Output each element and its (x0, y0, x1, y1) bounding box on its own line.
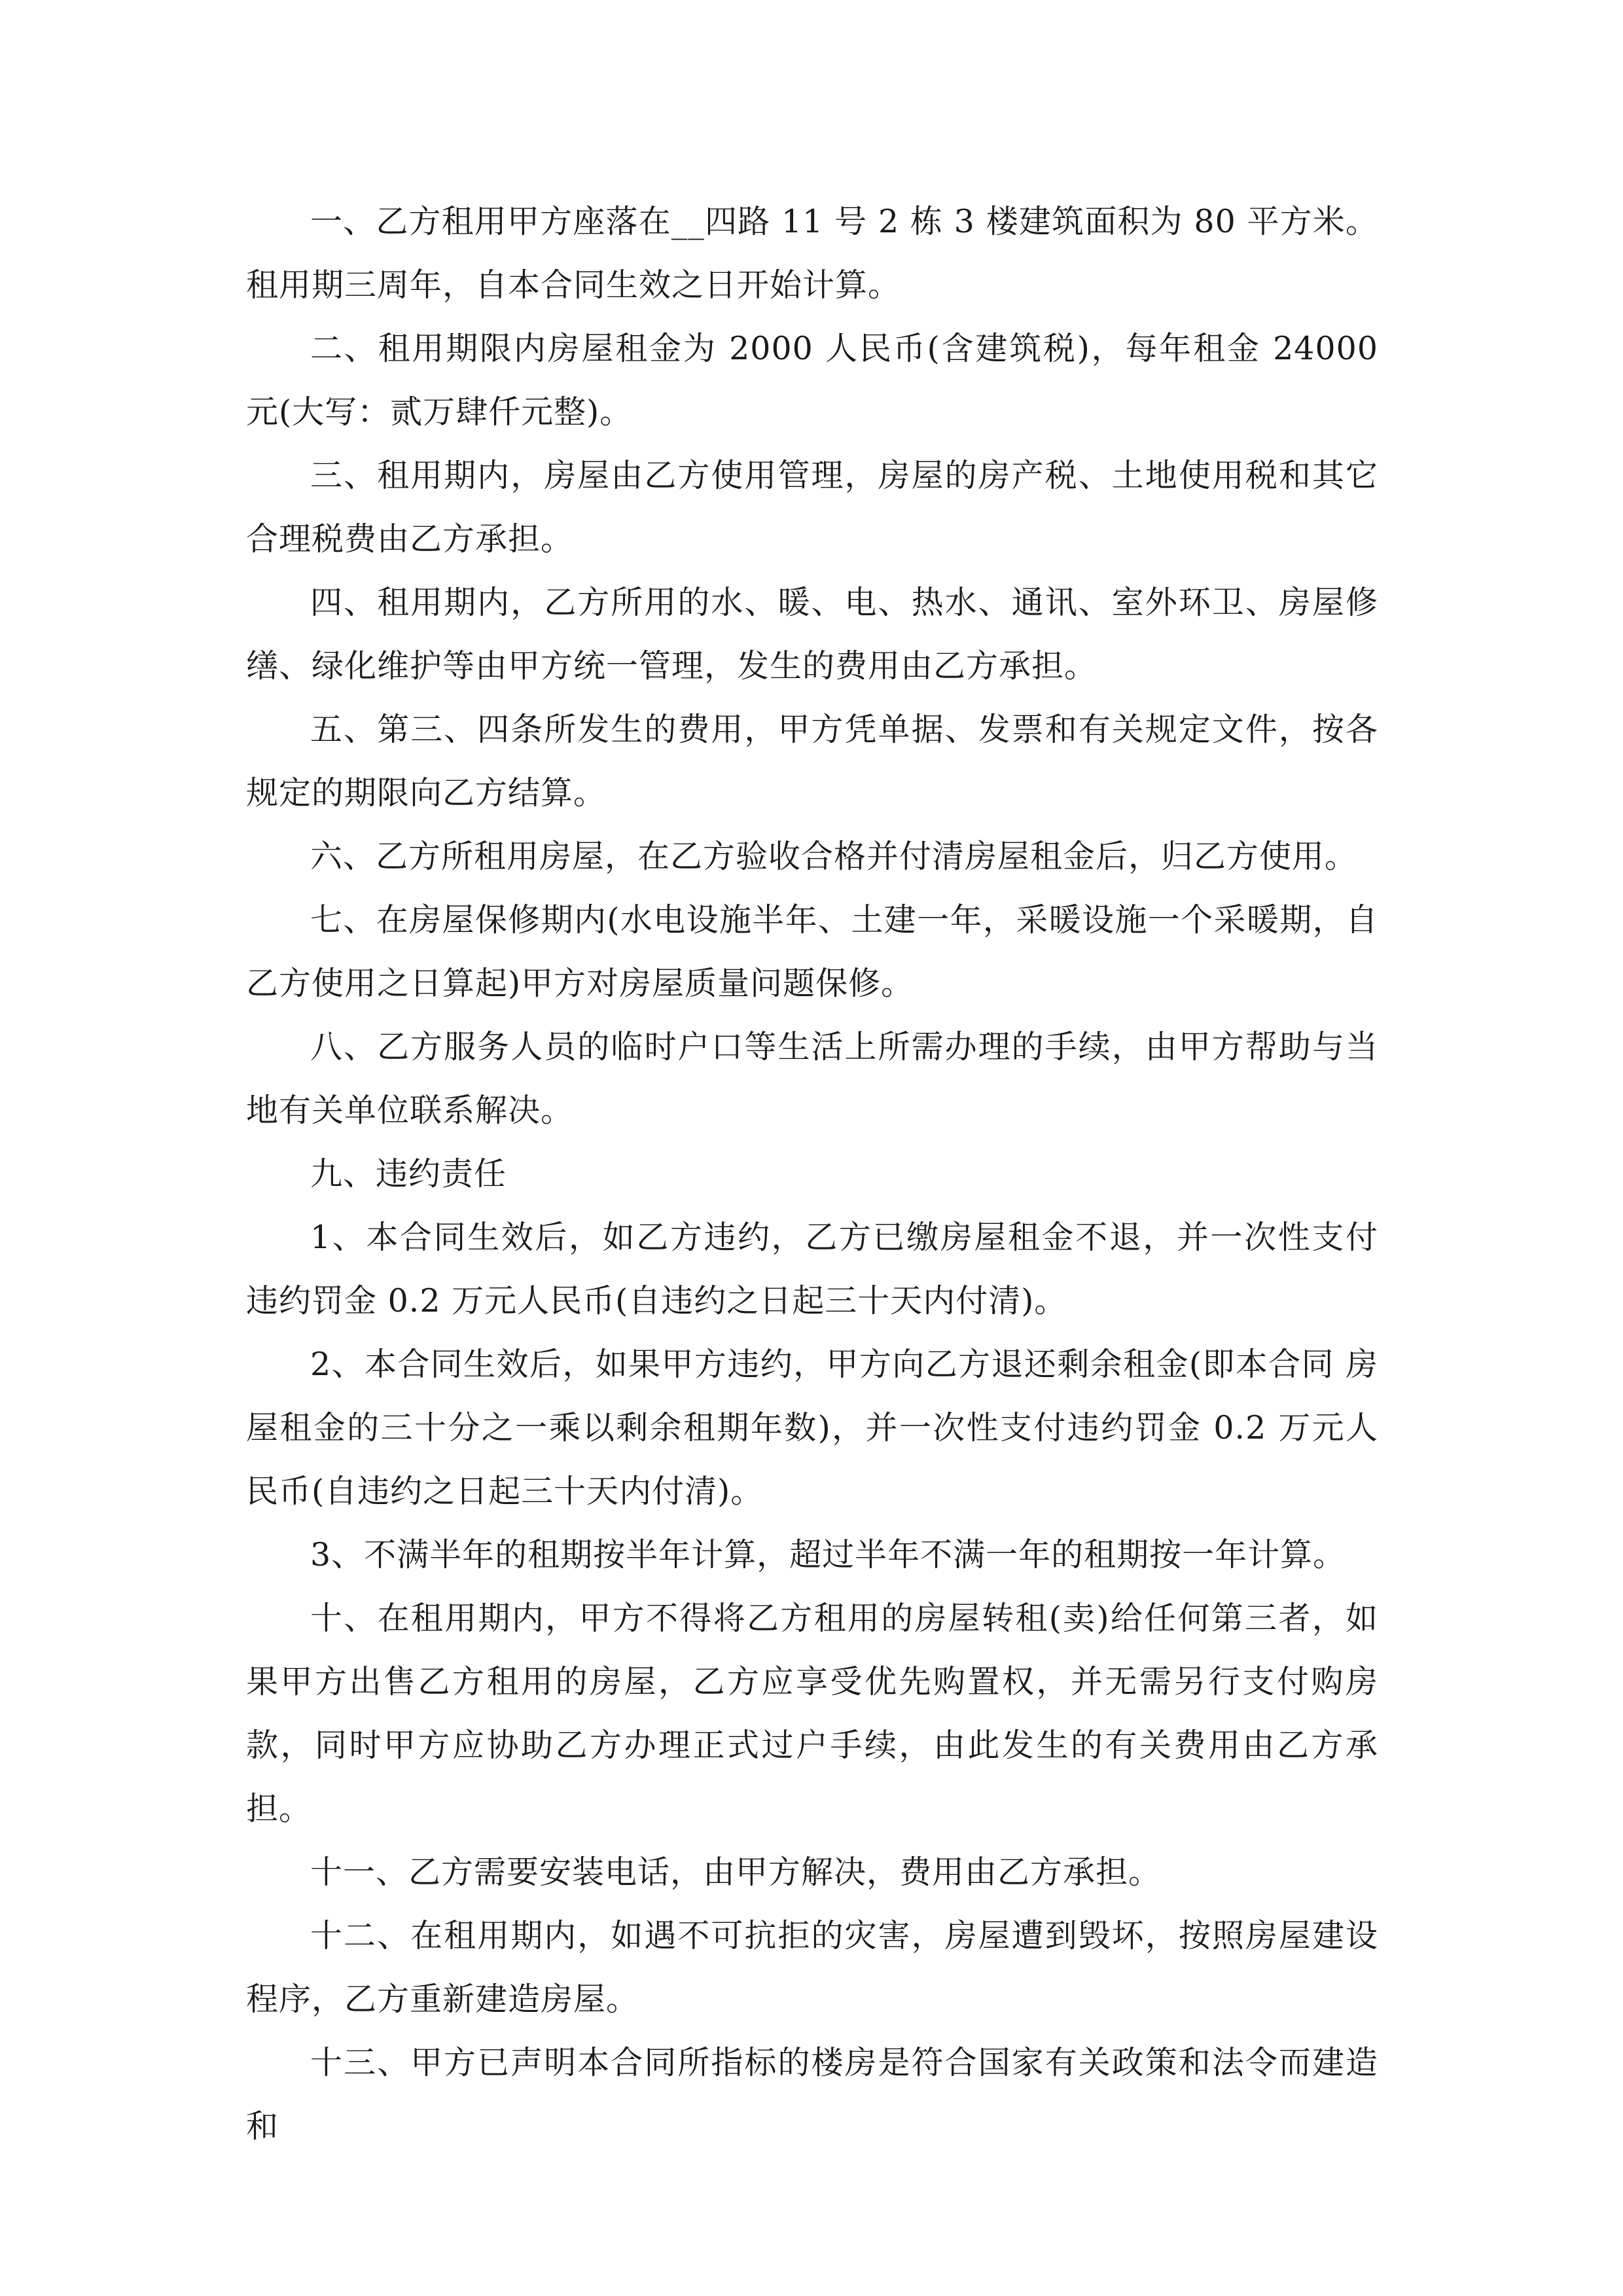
clause-7-paragraph: 七、在房屋保修期内(水电设施半年、土建一年，采暖设施一个采暖期，自乙方使用之日算起)甲方对房屋质量问题保修。 (246, 901, 1378, 1002)
clause-2-paragraph: 二、租用期限内房屋租金为 2000 人民币(含建筑税)，每年租金 24000 元(大写：贰万肆仟元整)。 (246, 330, 1378, 431)
clause-9-item-1: 1、本合同生效后，如乙方违约，乙方已缴房屋租金不退，并一次性支付违约罚金 0.2 万元人民币(自违约之日起三十天内付清)。 (246, 1219, 1378, 1319)
clause-8-paragraph: 八、乙方服务人员的临时户口等生活上所需办理的手续，由甲方帮助与当地有关单位联系解决。 (246, 1028, 1378, 1129)
clause-3-paragraph: 三、租用期内，房屋由乙方使用管理，房屋的房产税、土地使用税和其它合理税费由乙方承担。 (246, 457, 1378, 558)
clause-13-paragraph: 十三、甲方已声明本合同所指标的楼房是符合国家有关政策和法令而建造和 (246, 2044, 1378, 2145)
clause-5-paragraph: 五、第三、四条所发生的费用，甲方凭单据、发票和有关规定文件，按各规定的期限向乙方结算。 (246, 711, 1378, 812)
clause-6-paragraph: 六、乙方所租用房屋，在乙方验收合格并付清房屋租金后，归乙方使用。 (310, 838, 1358, 875)
clause-9-item-3: 3、不满半年的租期按半年计算，超过半年不满一年的租期按一年计算。 (310, 1536, 1346, 1573)
clause-1-paragraph: 一、乙方租用甲方座落在__四路 11 号 2 栋 3 楼建筑面积为 80 平方米。租用期三周年，自本合同生效之日开始计算。 (246, 203, 1378, 304)
clause-10-paragraph: 十、在租用期内，甲方不得将乙方租用的房屋转租(卖)给任何第三者，如果甲方出售乙方租用的房屋，乙方应享受优先购置权，并无需另行支付购房款，同时甲方应协助乙方办理正式过户手续，由此发生的有关费用由乙方承担。 (246, 1600, 1378, 1827)
clause-4-paragraph: 四、租用期内，乙方所用的水、暖、电、热水、通讯、室外环卫、房屋修缮、绿化维护等由甲方统一管理，发生的费用由乙方承担。 (246, 584, 1378, 685)
clause-12-paragraph: 十二、在租用期内，如遇不可抗拒的灾害，房屋遭到毁坏，按照房屋建设程序，乙方重新建造房屋。 (246, 1917, 1378, 2018)
clause-9-heading: 九、违约责任 (310, 1155, 507, 1193)
clause-9-item-2: 2、本合同生效后，如果甲方违约，甲方向乙方退还剩余租金(即本合同 房屋租金的三十分之一乘以剩余租期年数)，并一次性支付违约罚金 0.2 万元人民币(自违约之日起三十天内付清)。 (246, 1346, 1378, 1510)
clause-11-paragraph: 十一、乙方需要安装电话，由甲方解决，费用由乙方承担。 (310, 1854, 1162, 1891)
contract-body (246, 190, 1378, 2158)
